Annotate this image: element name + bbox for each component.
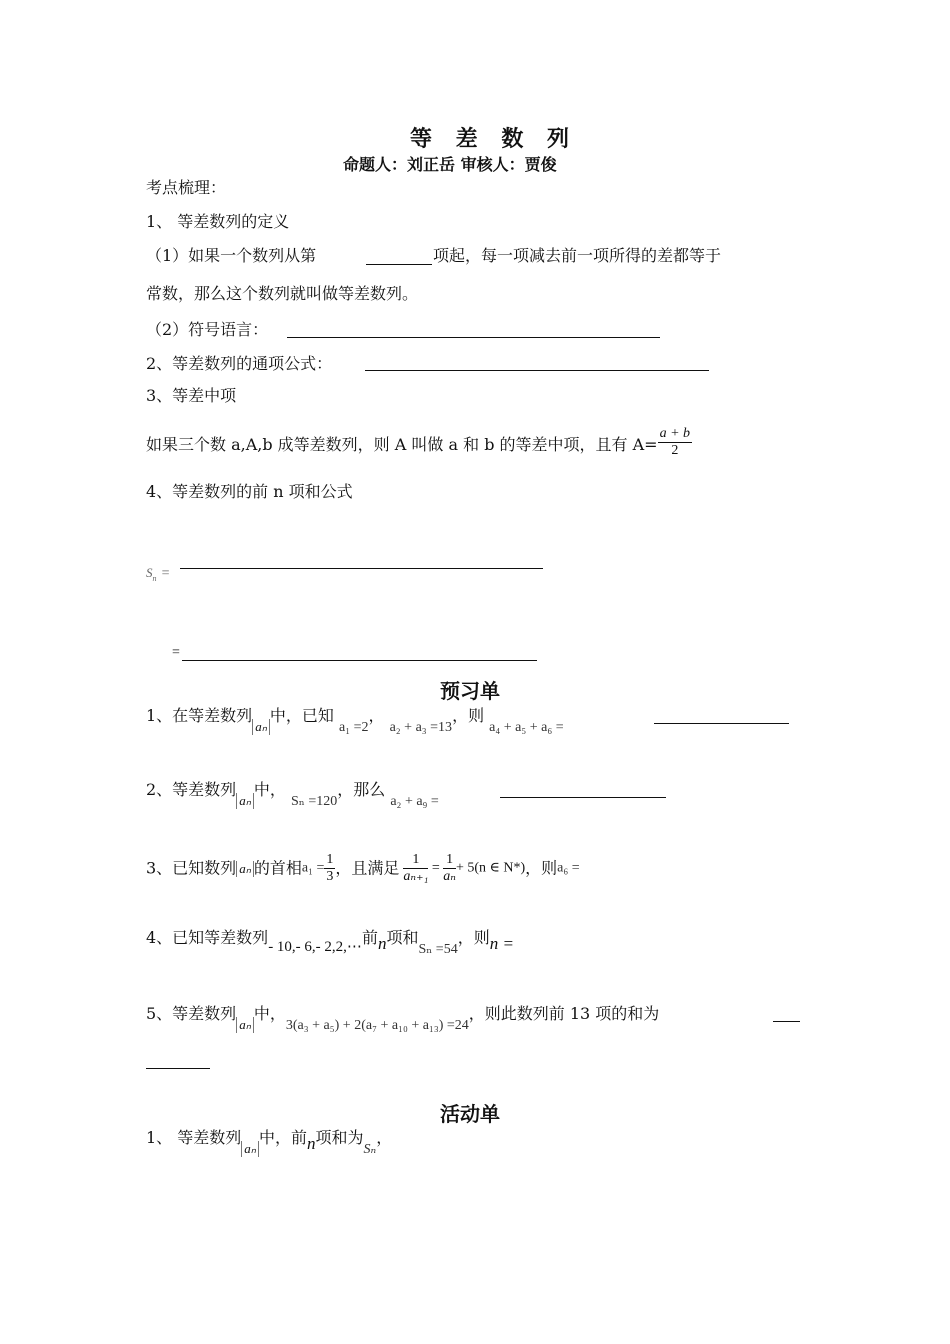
q2-text-a: 2、等差数列 [146, 780, 237, 799]
sn-symbol: S [146, 565, 153, 580]
mean-numerator: a + b [659, 426, 691, 441]
q3-text-d: ，则 [525, 858, 558, 878]
q1-text-c: ，则 [452, 706, 485, 725]
act-q1-text-c: 项和为 [315, 1128, 364, 1147]
sequence-symbol: aₙ [236, 793, 254, 809]
q3-a1-numerator: 1 [326, 852, 334, 867]
blank-line[interactable] [366, 264, 432, 265]
symbol-language-label: （2）符号语言： [146, 320, 269, 339]
q1-target: a₄ + a₅ + a₆ = [489, 720, 564, 735]
blank-line[interactable] [773, 1021, 800, 1022]
authors-line: 命题人：刘正岳 审核人：贾俊 [343, 155, 557, 174]
blank-line[interactable] [182, 660, 537, 661]
review-item-4: 4、等差数列的前 n 项和公式 [146, 482, 353, 501]
review-item-3: 3、等差中项 [146, 386, 237, 405]
definition-line-1b: 项起，每一项减去前一项所得的差都等于 [433, 246, 722, 265]
q5-text-b: 中， [253, 1004, 286, 1023]
sn-formula-label [146, 562, 170, 583]
act-q1-sn: Sₙ [363, 1142, 377, 1157]
preview-question-1: 1、在等差数列aₙ中，已知 a₁ =2， a₂ + a₃ =13，则 a₄ + a₅ + a₆ = [146, 706, 564, 735]
q3-a1: a₁ = [301, 860, 325, 876]
page-title: 等 差 数 列 [410, 127, 577, 152]
q2-text-c: ，那么 [337, 780, 386, 799]
q4-n-equals: n = [489, 934, 514, 953]
q4-sequence: - 10,- 6,- 2,2,⋯ [268, 939, 362, 955]
q3-a1-fraction [324, 852, 335, 885]
q4-text-b: 前 [361, 928, 378, 947]
blank-line[interactable] [146, 1068, 210, 1069]
q5-equation: 3(a₃ + a₅) + 2(a₇ + a₁₀ + a₁₃) =24 [285, 1018, 469, 1033]
q3-recip-next-num: 1 [403, 852, 428, 869]
sequence-symbol: aₙ [252, 719, 270, 735]
blank-line[interactable] [654, 723, 789, 724]
blank-line[interactable] [180, 568, 543, 569]
act-q1-text-b: 中，前 [258, 1128, 307, 1147]
blank-line[interactable] [365, 370, 709, 371]
act-q1-text-d: ， [376, 1128, 393, 1147]
preview-question-4 [146, 928, 514, 960]
q4-text-a: 4、已知等差数列 [146, 928, 269, 947]
q5-text-c: ，则此数列前 13 项的和为 [468, 1004, 660, 1023]
preview-question-2 [146, 780, 439, 812]
q3-recip-n-den: aₙ [443, 869, 456, 884]
arithmetic-mean-sentence: 如果三个数 a,A,b 成等差数列，则 A 叫做 a 和 b 的等差中项，且有 A= [146, 435, 658, 454]
q3-recip-next-den: aₙ₊₁ [403, 869, 429, 884]
q5-text-a: 5、等差数列 [146, 1004, 237, 1023]
act-q1-text-a: 1、 等差数列 [146, 1128, 242, 1147]
q3-text-c: ，且满足 [335, 858, 400, 878]
mean-fraction [658, 426, 692, 459]
blank-line[interactable] [287, 337, 660, 338]
definition-line-2: 常数，那么这个数列就叫做等差数列。 [146, 284, 419, 303]
preview-question-3 [146, 852, 580, 885]
review-heading: 考点梳理： [146, 178, 227, 197]
sn-subscript: n [152, 574, 157, 584]
q3-recip-n [443, 852, 456, 885]
second-equals: = [172, 645, 180, 660]
q2-given-sn: Sₙ =120 [290, 794, 338, 809]
blank-line[interactable] [500, 797, 666, 798]
q3-recip-n-num: 1 [443, 852, 456, 869]
q3-a6: a₆ = [557, 860, 580, 876]
q2-text-b: 中， [253, 780, 286, 799]
q2-target: a₂ + a₉ = [390, 794, 439, 809]
mean-denominator: 2 [671, 443, 679, 458]
sequence-symbol: aₙ [241, 1141, 259, 1157]
q4-n: n [377, 934, 387, 953]
q4-sn: Sₙ =54 [418, 942, 458, 957]
q1-text-a: 1、在等差数列 [146, 706, 253, 725]
preview-heading: 预习单 [440, 679, 500, 703]
arithmetic-mean-text [146, 426, 692, 459]
review-item-1: 1、 等差数列的定义 [146, 212, 290, 231]
definition-line-1a: （1）如果一个数列从第 [146, 246, 317, 265]
q1-given-sum: a₂ + a₃ =13 [389, 720, 453, 735]
preview-question-5 [146, 1004, 659, 1036]
sn-equals: = [161, 566, 170, 581]
sequence-symbol: aₙ [236, 1017, 254, 1033]
q4-text-c: 项和 [386, 928, 419, 947]
activity-heading: 活动单 [440, 1102, 500, 1126]
q3-a1-denominator: 3 [326, 869, 334, 884]
q4-text-d: ，则 [457, 928, 490, 947]
q3-text-a: 3、已知数列 [146, 858, 237, 878]
q1-given-a1: a₁ =2 [338, 720, 369, 735]
activity-question-1 [146, 1128, 392, 1160]
review-item-2: 2、等差数列的通项公式： [146, 354, 333, 373]
q3-plus-five: + 5(n ∈ N*) [455, 860, 526, 876]
q3-equals: = [428, 860, 444, 876]
q3-text-b: 的首相 [253, 858, 302, 878]
q3-recip-next [403, 852, 428, 885]
q1-text-b: 中，已知 [269, 706, 334, 725]
act-q1-n: n [306, 1134, 316, 1153]
sequence-symbol: aₙ [236, 861, 254, 877]
